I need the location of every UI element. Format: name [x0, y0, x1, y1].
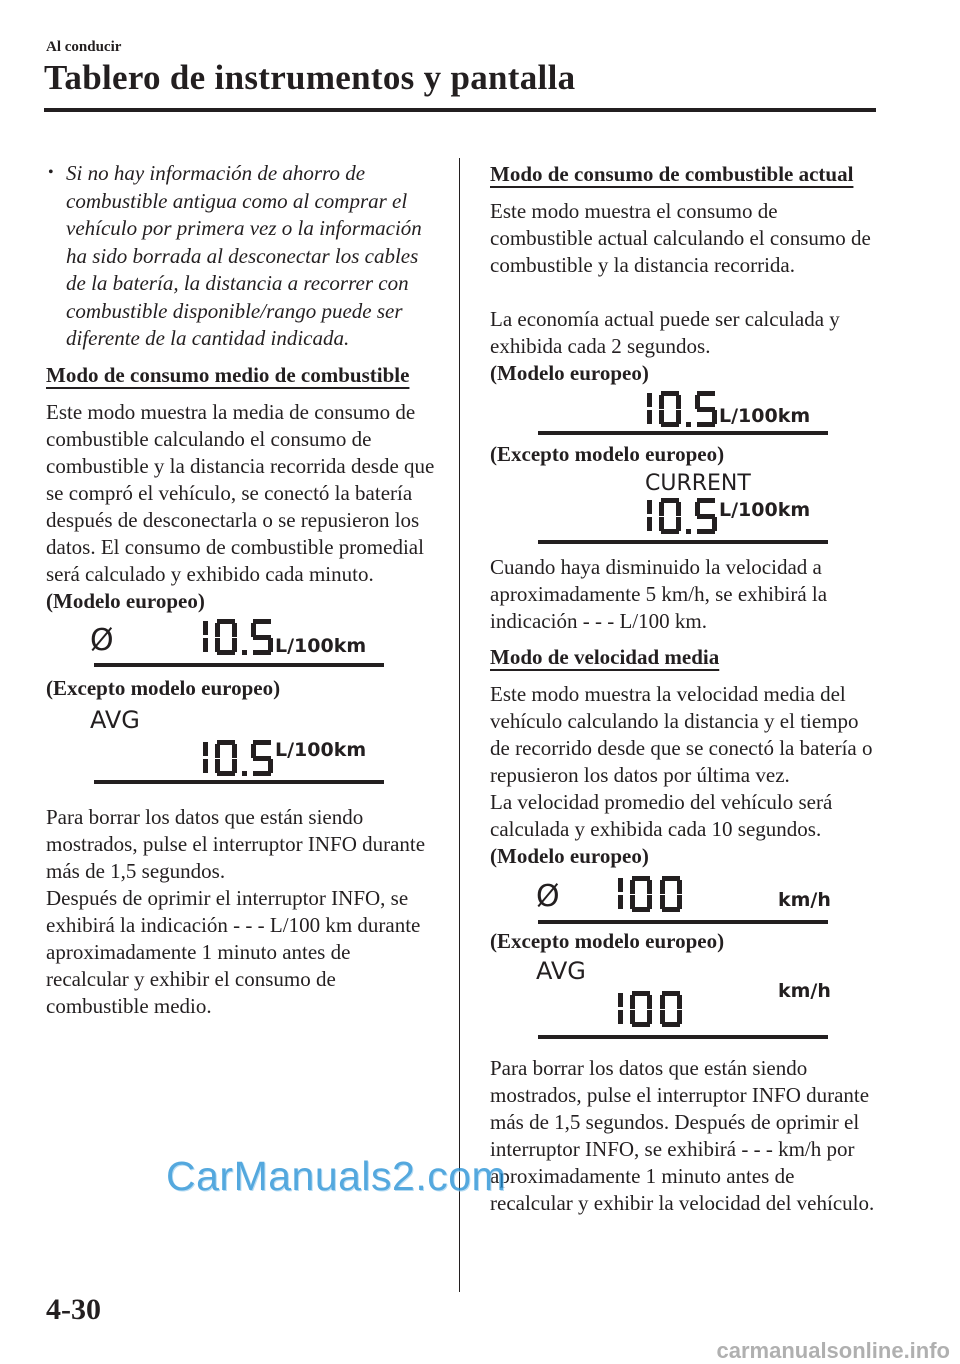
- note-bullet: • Si no hay información de ahorro de combustible antigua como al comprar el vehículo por primera vez o la información ha sido borrada al desconectar los cables de la batería, la distancia a recorrer con combustible disponible/rango puede ser diferente de la cantidad indicada.: [46, 160, 436, 353]
- segment-digits: [647, 391, 717, 427]
- right-column: [490, 160, 880, 1217]
- paragraph: La velocidad promedio del vehículo será calculada y exhibida cada 10 segundos.: [490, 790, 833, 841]
- lcd-display-avg-other: [46, 702, 436, 794]
- lcd-display-speed-other: [490, 955, 880, 1043]
- segment-digits: [647, 498, 717, 534]
- paragraph: Cuando haya disminuido la velocidad a aproximadamente 5 km/h, se exhibirá la indicación - - - L/100 km.: [490, 555, 828, 633]
- lcd-underline: [538, 431, 828, 435]
- lcd-underline: [538, 920, 828, 924]
- lcd-graphic: [46, 615, 446, 681]
- unit-label: km/h: [778, 889, 831, 911]
- paragraph: Para borrar los datos que están siendo mostrados, pulse el interruptor INFO durante más de 1,5 segundos.: [46, 804, 426, 883]
- segment-digits: [203, 740, 273, 776]
- section-label: Al conducir: [46, 39, 122, 55]
- model-label-eu: (Modelo europeo): [490, 844, 649, 868]
- segment-digits: [618, 991, 682, 1027]
- lcd-graphic: [490, 468, 890, 548]
- section-heading-avg-speed: Modo de velocidad media: [490, 645, 720, 669]
- model-label-eu: (Modelo europeo): [490, 361, 649, 385]
- unit-label: L/100km: [275, 738, 367, 761]
- lcd-underline: [538, 540, 828, 544]
- left-column: [46, 160, 436, 1020]
- lcd-underline: [94, 663, 384, 667]
- lcd-display-current-eu: [490, 387, 880, 441]
- paragraph: Para borrar los datos que están siendo mostrados, pulse el interruptor INFO durante más de 1,5 segundos. Después de oprimir el interruptor INFO, se exhibirá - - - km/h por aproximadamente 1 minuto antes de recalcular y exhibir la velocidad del vehículo.: [490, 1056, 875, 1215]
- lcd-underline: [538, 1035, 828, 1039]
- current-label: CURRENT: [645, 471, 751, 496]
- paragraph: Después de oprimir el interruptor INFO, se exhibirá la indicación - - - L/100 km durante aproximadamente 1 minuto antes de recalcular y exhibir el consumo de combustible medio.: [46, 885, 421, 1018]
- lcd-display-avg-eu: [46, 615, 436, 681]
- paragraph: La economía actual puede ser calculada y exhibida cada 2 segundos.: [490, 307, 840, 358]
- paragraph: Este modo muestra el consumo de combustible actual calculando el consumo de combustible y la distancia recorrida.: [490, 199, 871, 277]
- segment-digits: [618, 876, 682, 912]
- column-divider: [459, 158, 460, 1292]
- title-rule: [44, 108, 876, 112]
- avg-label: AVG: [90, 705, 140, 734]
- paragraph: Este modo muestra la media de consumo de combustible calculando el consumo de combustible y la distancia recorrida desde que se compró el vehículo, se conectó la batería después de desconectarla o se repusieron los datos. El consumo de combustible promedial será calculado y exhibido cada minuto.: [46, 399, 435, 586]
- section-heading-current-consumption: Modo de consumo de combustible actual: [490, 162, 854, 186]
- page-number: 4-30: [46, 1293, 101, 1326]
- model-label-other: (Excepto modelo europeo): [490, 929, 725, 953]
- watermark: CarManuals2.com: [166, 1153, 507, 1199]
- section-heading-avg-consumption: Modo de consumo medio de combustible: [46, 362, 410, 387]
- paragraph: Este modo muestra la velocidad media del vehículo calculando la distancia y el tiempo de recorrido desde que se conectó la batería o repusieron los datos por última vez.: [490, 682, 873, 787]
- avg-label: AVG: [536, 957, 586, 985]
- unit-label: km/h: [778, 980, 831, 1002]
- model-label-other: (Excepto modelo europeo): [46, 675, 281, 700]
- lcd-display-current-other: [490, 468, 880, 548]
- unit-label: L/100km: [275, 634, 367, 657]
- segment-digits: [203, 619, 273, 655]
- avg-symbol-icon: Ø: [90, 622, 114, 658]
- lcd-display-speed-eu: [490, 870, 880, 928]
- model-label-other: (Excepto modelo europeo): [490, 442, 725, 466]
- model-label-eu: (Modelo europeo): [46, 588, 205, 613]
- page-title: Tablero de instrumentos y pantalla: [44, 58, 576, 97]
- avg-symbol-icon: Ø: [536, 879, 560, 914]
- site-watermark: carmanualsonline.info: [716, 1338, 950, 1363]
- lcd-underline: [94, 780, 384, 784]
- unit-label: L/100km: [719, 405, 811, 427]
- unit-label: L/100km: [719, 499, 811, 521]
- lcd-graphic: [490, 955, 890, 1043]
